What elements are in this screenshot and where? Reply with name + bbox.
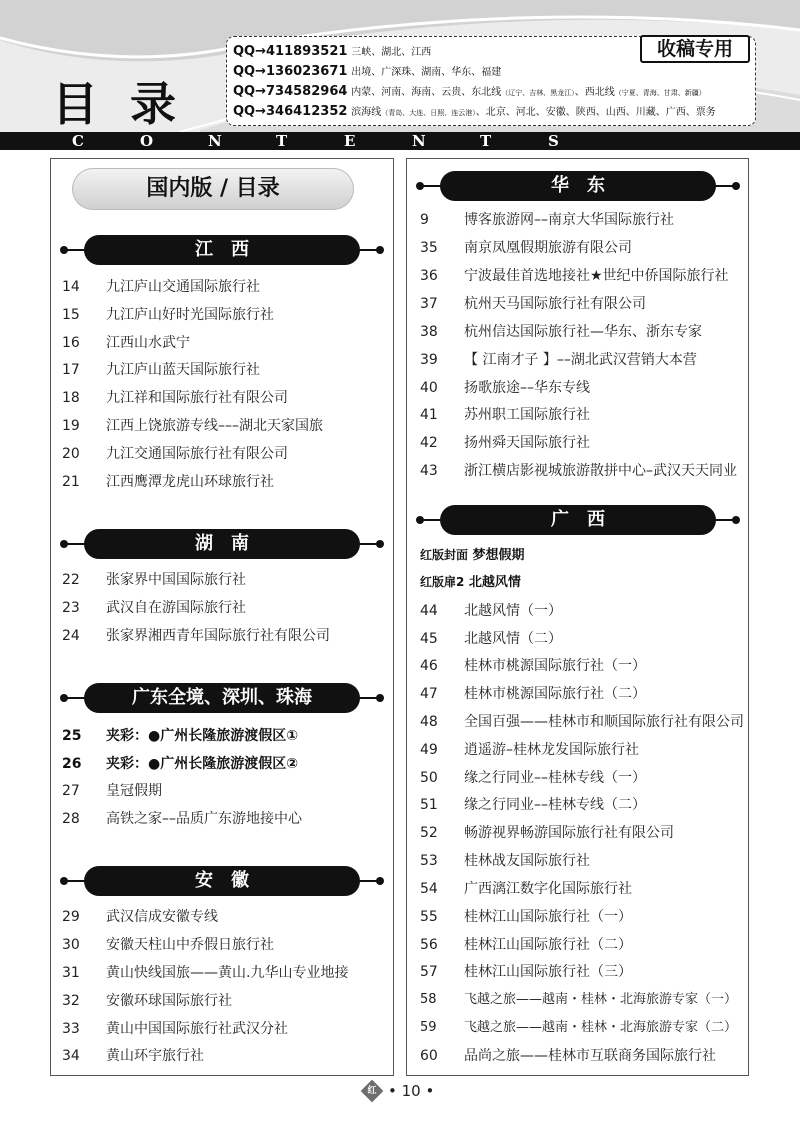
entry-title: 黄山快线国旅——黄山.九华山专业地接 xyxy=(106,965,349,981)
entry-title: 江西山水武宁 xyxy=(106,335,190,351)
red-edition-icon: 红 xyxy=(361,1080,384,1103)
entry-title: 黄山环宇旅行社 xyxy=(106,1048,204,1064)
entry-title: 缘之行同业––桂林专线（一） xyxy=(464,770,646,786)
contents-letter: N xyxy=(412,132,426,150)
entry-page-number: 20 xyxy=(62,446,80,462)
section-title: 湖 南 xyxy=(84,529,360,559)
contents-letter: S xyxy=(548,132,559,150)
entry-title: 高铁之家––品质广东游地接中心 xyxy=(106,811,302,827)
entry-page-number: 53 xyxy=(420,853,438,869)
page-header xyxy=(0,0,800,150)
entry-title: 皇冠假期 xyxy=(106,783,162,799)
entry-page-number: 34 xyxy=(62,1048,80,1064)
entry-title: 杭州天马国际旅行社有限公司 xyxy=(464,296,646,312)
entry-page-number: 45 xyxy=(420,631,438,647)
page-number: • 10 • xyxy=(388,1082,435,1100)
entry-title: 广西漓江数字化国际旅行社 xyxy=(464,881,632,897)
entry-page-number: 26 xyxy=(62,756,82,772)
qq-region: 滨海线 xyxy=(351,107,382,118)
entry-page-number: 28 xyxy=(62,811,80,827)
qq-region-detail: （辽宁、吉林、黑龙江） xyxy=(501,89,575,97)
entry-title: 江西鹰潭龙虎山环球旅行社 xyxy=(106,474,274,490)
entry-title: 飞越之旅——越南・桂林・北海旅游专家（一） xyxy=(464,992,738,1007)
entry-page-number: 30 xyxy=(62,937,80,953)
qq-number: QQ→734582964 xyxy=(233,84,348,99)
entry-title: 杭州信达国际旅行社—华东、浙东专家 xyxy=(464,324,702,340)
qq-region: 出境、广深珠、湖南、华东、福建 xyxy=(351,67,502,78)
entry-page-number: 21 xyxy=(62,474,80,490)
entry-page-number: 24 xyxy=(62,628,80,644)
qq-region-detail: （青岛、大连、日照、连云港） xyxy=(381,109,476,117)
section-header-jiangxi xyxy=(58,235,386,265)
section-header-hunan xyxy=(58,529,386,559)
section-title: 华 东 xyxy=(440,171,716,201)
entry-title: 九江庐山蓝天国际旅行社 xyxy=(106,362,260,378)
entry-page-number: 51 xyxy=(420,797,438,813)
entry-page-number: 39 xyxy=(420,352,438,368)
qq-region-detail: （宁夏、青海、甘肃、新疆） xyxy=(614,89,706,97)
section-header-huadong xyxy=(414,171,742,201)
contents-letter: N xyxy=(208,132,222,150)
entry-page-number: 14 xyxy=(62,279,80,295)
qq-region: 三峡、湖北、江西 xyxy=(351,47,432,58)
dot-icon xyxy=(376,540,384,548)
entry-page-number: 56 xyxy=(420,937,438,953)
entry-title: 九江庐山交通国际旅行社 xyxy=(106,279,260,295)
entry-page-number: 16 xyxy=(62,335,80,351)
qq-region: 、北京、河北、安徽、陕西、山西、川藏、广西、票务 xyxy=(475,107,716,118)
entry-page-number: 43 xyxy=(420,463,438,479)
entry-title: 北越风情（一） xyxy=(464,603,562,619)
entry-title: 南京凤凰假期旅游有限公司 xyxy=(464,240,632,256)
special-entry[interactable] xyxy=(420,545,525,566)
page-title: 目 录 xyxy=(52,77,185,131)
entry-title: 安徽环球国际旅行社 xyxy=(106,993,232,1009)
entry-page-number: 36 xyxy=(420,268,438,284)
entry-page-number: 15 xyxy=(62,307,80,323)
entry-page-number: 59 xyxy=(420,1020,437,1035)
entry-title: 品尚之旅——桂林市互联商务国际旅行社 xyxy=(464,1048,716,1064)
entry-title: 江西上饶旅游专线–––湖北天家国旅 xyxy=(106,418,323,434)
entry-page-number: 18 xyxy=(62,390,80,406)
qq-number: QQ→346412352 xyxy=(233,104,348,119)
entry-title: 博客旅游网––南京大华国际旅行社 xyxy=(464,212,674,228)
entry-page-number: 35 xyxy=(420,240,438,256)
entry-page-number: 31 xyxy=(62,965,80,981)
special-entry[interactable] xyxy=(420,572,521,593)
entry-title: 全国百强——桂林市和顺国际旅行社有限公司 xyxy=(464,714,744,730)
qq-row xyxy=(233,103,716,119)
entry-title: 桂林江山国际旅行社（二） xyxy=(464,937,632,953)
dot-icon xyxy=(376,877,384,885)
entry-page-number: 52 xyxy=(420,825,438,841)
special-label: 红版扉2 xyxy=(420,575,465,589)
section-title: 广东全境、深圳、珠海 xyxy=(84,683,360,713)
entry-title: 逍遥游–桂林龙发国际旅行社 xyxy=(464,742,639,758)
entry-page-number: 55 xyxy=(420,909,438,925)
entry-page-number: 46 xyxy=(420,658,438,674)
entry-title: 桂林市桃源国际旅行社（一） xyxy=(464,658,646,674)
section-header-guangdong xyxy=(58,683,386,713)
entry-page-number: 58 xyxy=(420,992,437,1007)
entry-title: 张家界中国国际旅行社 xyxy=(106,572,246,588)
entry-page-number: 27 xyxy=(62,783,80,799)
section-header-anhui xyxy=(58,866,386,896)
entry-title: 苏州职工国际旅行社 xyxy=(464,407,590,423)
entry-page-number: 57 xyxy=(420,964,438,980)
entry-page-number: 17 xyxy=(62,362,80,378)
qq-region: 内蒙、河南、海南、云贵、东北线 xyxy=(351,87,502,98)
entry-title: 武汉信成安徽专线 xyxy=(106,909,218,925)
entry-page-number: 41 xyxy=(420,407,438,423)
entry-title: 桂林江山国际旅行社（三） xyxy=(464,964,632,980)
section-title: 广 西 xyxy=(440,505,716,535)
entry-page-number: 50 xyxy=(420,770,438,786)
entry-title: 九江交通国际旅行社有限公司 xyxy=(106,446,288,462)
entry-title: 夹彩：●广州长隆旅游渡假区② xyxy=(106,756,299,772)
entry-page-number: 47 xyxy=(420,686,438,702)
dot-icon xyxy=(732,182,740,190)
entry-page-number: 44 xyxy=(420,603,438,619)
entry-page-number: 60 xyxy=(420,1048,438,1064)
contents-letter: T xyxy=(276,132,288,150)
contents-letter: T xyxy=(480,132,492,150)
special-label: 红版封面 xyxy=(420,548,469,562)
entry-title: 武汉自在游国际旅行社 xyxy=(106,600,246,616)
entry-title: 宁波最佳首选地接社★世纪中侨国际旅行社 xyxy=(464,268,729,284)
entry-title: 扬歌旅途––华东专线 xyxy=(464,380,590,396)
entry-page-number: 23 xyxy=(62,600,80,616)
special-title: 北越风情 xyxy=(468,575,521,590)
entry-page-number: 22 xyxy=(62,572,80,588)
entry-title: 桂林市桃源国际旅行社（二） xyxy=(464,686,646,702)
entry-page-number: 38 xyxy=(420,324,438,340)
entry-page-number: 48 xyxy=(420,714,438,730)
entry-page-number: 49 xyxy=(420,742,438,758)
entry-page-number: 29 xyxy=(62,909,80,925)
entry-title: 黄山中国国际旅行社武汉分社 xyxy=(106,1021,288,1037)
entry-title: 北越风情（二） xyxy=(464,631,562,647)
entry-title: 扬州舜天国际旅行社 xyxy=(464,435,590,451)
entry-page-number: 25 xyxy=(62,728,82,744)
entry-title: 浙江横店影视城旅游散拼中心–武汉天天同业 xyxy=(464,463,737,479)
entry-page-number: 40 xyxy=(420,380,438,396)
entry-title: 缘之行同业––桂林专线（二） xyxy=(464,797,646,813)
entry-page-number: 32 xyxy=(62,993,80,1009)
contents-letter: O xyxy=(140,132,154,150)
entry-title: 张家界湘西青年国际旅行社有限公司 xyxy=(106,628,330,644)
entry-title: 【 江南才子 】––湖北武汉营销大本营 xyxy=(464,352,697,368)
contents-letter: C xyxy=(72,132,84,150)
entry-title: 夹彩：●广州长隆旅游渡假区① xyxy=(106,728,299,744)
entry-title: 桂林江山国际旅行社（一） xyxy=(464,909,632,925)
qq-region: 、西北线 xyxy=(574,87,615,98)
contents-letter: E xyxy=(344,132,356,150)
page-footer xyxy=(0,1080,800,1106)
entry-title: 九江祥和国际旅行社有限公司 xyxy=(106,390,288,406)
section-title: 江 西 xyxy=(84,235,360,265)
entry-page-number: 37 xyxy=(420,296,438,312)
entry-title: 畅游视界畅游国际旅行社有限公司 xyxy=(464,825,674,841)
entry-page-number: 42 xyxy=(420,435,438,451)
entry-title: 九江庐山好时光国际旅行社 xyxy=(106,307,274,323)
qq-number: QQ→411893521 xyxy=(233,44,348,59)
dot-icon xyxy=(376,694,384,702)
dot-icon xyxy=(732,516,740,524)
dot-icon xyxy=(376,246,384,254)
entry-page-number: 54 xyxy=(420,881,438,897)
main-heading: 国内版 / 目录 xyxy=(72,168,354,210)
entry-title: 桂林战友国际旅行社 xyxy=(464,853,590,869)
entry-page-number: 19 xyxy=(62,418,80,434)
special-title: 梦想假期 xyxy=(472,548,525,563)
qq-row xyxy=(233,83,706,99)
qq-number: QQ→136023671 xyxy=(233,64,348,79)
entry-page-number: 9 xyxy=(420,212,429,228)
contents-bar xyxy=(0,132,800,150)
entry-title: 安徽天柱山中乔假日旅行社 xyxy=(106,937,274,953)
entry-title: 飞越之旅——越南・桂林・北海旅游专家（二） xyxy=(464,1020,738,1035)
qq-row xyxy=(233,63,501,79)
section-title: 安 徽 xyxy=(84,866,360,896)
section-header-guangxi xyxy=(414,505,742,535)
qq-row xyxy=(233,43,431,59)
entry-page-number: 33 xyxy=(62,1021,80,1037)
collect-badge: 收稿专用 xyxy=(640,35,750,63)
